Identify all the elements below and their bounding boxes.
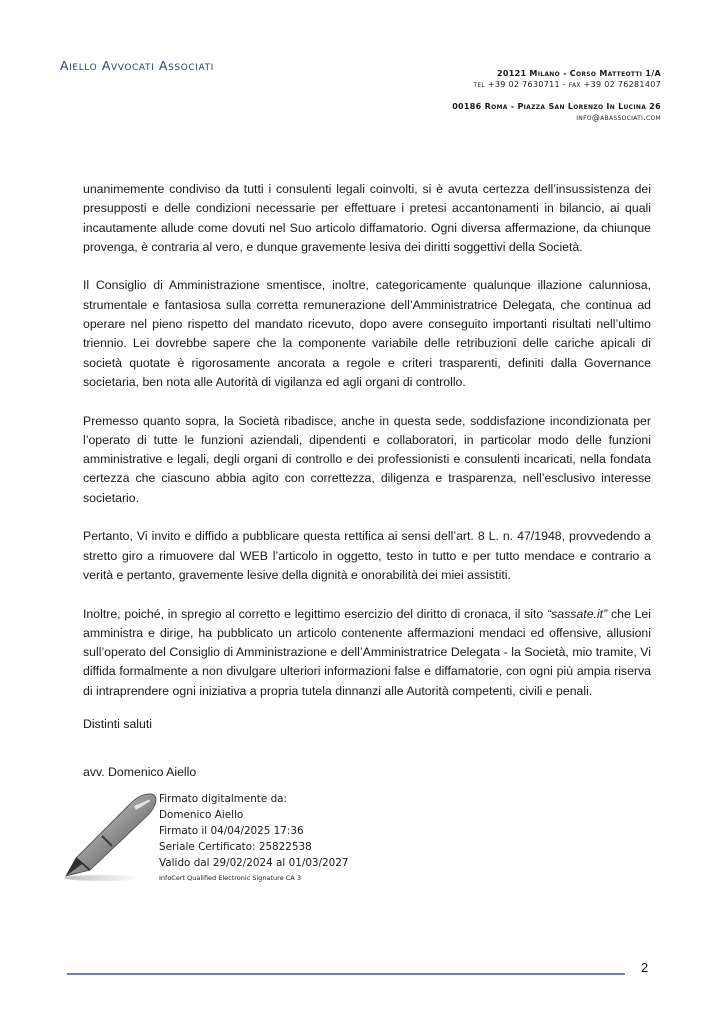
paragraph: Premesso quanto sopra, la Società ribadisce, anche in questa sede, soddisfazione incondizionata per l’operato di tutte le funzioni aziendali, dipendenti e collaboratori, in particolar modo delle funzioni amministrative e legali, degli organi di controllo e dei professionisti e consulenti incaricati, nella fondata certezza che ciascuno abbia agito con correttezza, diligenza e trasparenza, nell’esclusivo interesse societario. (83, 413, 651, 505)
footer-rule (67, 973, 625, 975)
signed-by-label: Firmato digitalmente da: (159, 793, 288, 805)
signature-date: Firmato il 04/04/2025 17:36 (159, 825, 304, 837)
pen-icon (62, 790, 162, 885)
closing-salutation: Distinti saluti (83, 717, 153, 731)
certificate-validity: Valido dal 29/02/2024 al 01/03/2027 (159, 857, 349, 869)
paragraph (83, 605, 651, 701)
milano-phone-fax: tel +39 02 7630711 - fax +39 02 76281407 (473, 80, 661, 89)
email-address[interactable]: info@abassociati.com (576, 113, 661, 122)
firm-name: Aiello Avvocati Associati (60, 58, 214, 73)
paragraph: Pertanto, Vi invito e diffido a pubblicare questa rettifica ai sensi dell’art. 8 L. n. 47/1948, provvedendo a stretto giro a rimuovere dal WEB l’articolo in oggetto, testo in tutto e per tutto mendace e contrario a verità e pertanto, gravemente lesive della dignità e onorabilità dei miei assistiti. (83, 529, 651, 582)
paragraph: Il Consiglio di Amministrazione smentisce, inoltre, categoricamente qualunque illazione calunniosa, strumentale e fantasiosa sulla corretta remunerazione dell’Amministratrice Delegata, che continua ad operare nel pieno rispetto del mandato ricevuto, dopo avere conseguito importanti risultati nell’ultimo triennio. Lei dovrebbe sapere che la componente variabile delle retribuzioni delle cariche apicali di società quotate è rigorosamente ancorata a regole e criteri trasparenti, definiti dalla Governance societaria, ben nota alle Autorità di vigilanza ed agli organi di controllo. (83, 278, 651, 389)
paragraph: unanimemente condiviso da tutti i consulenti legali coinvolti, si è avuta certezza dell’insussistenza dei presupposti e delle condizioni necessarie per effettuare i pretesi accantonamenti in bilancio, ai quali incautamente allude come dovuti nel Suo articolo diffamatorio. Ogni diversa affermazione, da chiunque provenga, è contraria al vero, e dunque gravemente lesiva dei diritti soggettivi della Società. (83, 182, 651, 254)
office-contacts (452, 68, 661, 123)
paragraph-text: Inoltre, poiché, in spregio al corretto e legittimo esercizio del diritto di cronaca, il sito (83, 606, 548, 621)
letter-body (83, 180, 651, 720)
digital-signature-block (159, 791, 349, 884)
certificate-authority: InfoCert Qualified Electronic Signature CA 3 (159, 874, 301, 882)
milano-address: 20121 Milano - Corso Matteotti 1/A (497, 69, 661, 78)
site-name: “sassate.it” (547, 606, 608, 621)
signature-signer-name: Domenico Aiello (159, 809, 244, 821)
roma-address: 00186 Roma - Piazza San Lorenzo In Lucina 26 (452, 102, 661, 111)
certificate-serial: Seriale Certificato: 25822538 (159, 841, 312, 853)
page-number: 2 (641, 960, 649, 975)
signer-name: avv. Domenico Aiello (83, 765, 197, 779)
paragraph-text: che Lei amministra e dirige, ha pubblicato un articolo contenente affermazioni mendaci ed offensive, allusioni sull’operato del Consiglio di Amministrazione e dell’Amministratrice Delegata - la Società, mio tramite, Vi diffida formalmente a non divulgare ulteriori informazioni false e diffamatorie, con ogni più ampia riserva di intraprendere ogni iniziativa a propria tutela dinnanzi alle Autorità competenti, civili e penali. (83, 606, 651, 698)
